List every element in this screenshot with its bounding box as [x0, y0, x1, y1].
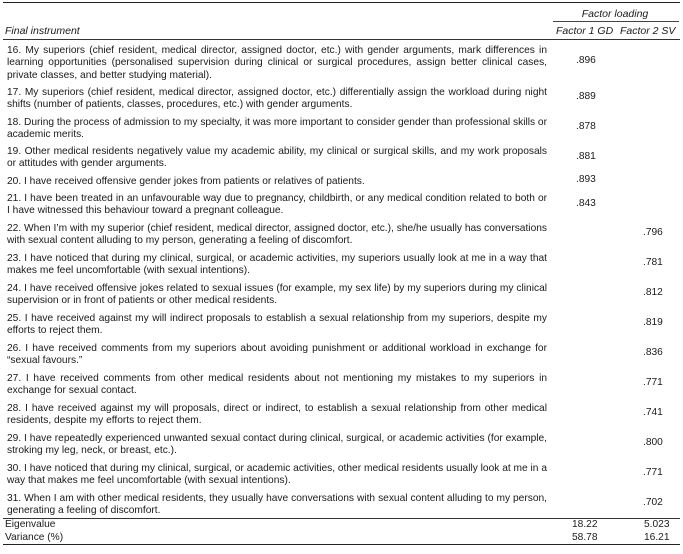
table-row [3, 248, 680, 278]
factor2-loading: .781 [643, 257, 663, 268]
item-text: 16. My superiors (chief resident, medical director, assigned doctor, etc.) with gender arguments, mark differences in learning opportunities (personalised supervision during clinical or surgical procedures, assign better clinical cases, private classes, and better studying material). [7, 45, 547, 81]
table-row [3, 368, 680, 398]
col-header-factor2: Factor 2 SV [620, 25, 676, 37]
item-text: 23. I have noticed that during my clinical, surgical, or academic activities, my superiors usually look at me in a way that makes me feel uncomfortable (with sexual intentions). [7, 253, 547, 277]
factor2-loading: .800 [643, 437, 663, 448]
factor2-loading: .741 [643, 407, 663, 418]
table-row [3, 171, 680, 189]
item-text: 18. During the process of admission to my specialty, it was more important to consider gender than professional skills or academic merits. [7, 117, 547, 141]
table-row [3, 398, 680, 428]
table-row [3, 278, 680, 308]
footer-label: Eigenvalue [5, 519, 56, 530]
item-text: 27. I have received comments from other medical residents about not mentioning my mistakes to my superiors in exchange for sexual contact. [7, 373, 547, 397]
table-row [3, 218, 680, 248]
factor2-loading: .771 [643, 467, 663, 478]
footer-factor1-value: 18.22 [572, 519, 598, 530]
table-row [3, 142, 680, 171]
eigenvalue-row [3, 519, 680, 532]
table-header-columns [3, 22, 680, 40]
factor-loading-title: Factor loading [581, 8, 649, 20]
table-row [3, 112, 680, 142]
factor1-loading: .889 [576, 91, 596, 102]
factor1-loading: .843 [576, 197, 596, 209]
table-row [3, 488, 680, 518]
table-row [3, 428, 680, 458]
table-row [3, 338, 680, 368]
factor2-loading: .819 [643, 317, 663, 328]
factor1-loading: .878 [576, 121, 596, 132]
factor2-loading: .771 [643, 377, 663, 388]
factor2-loading: .836 [643, 347, 663, 358]
table-header-group [3, 3, 680, 22]
table-row [3, 458, 680, 488]
col-header-instrument: Final instrument [5, 25, 80, 37]
table-row [3, 40, 680, 82]
item-text: 31. When I am with other medical residents, they usually have conversations with sexual content alluding to my person, generating a feeling of discomfort. [7, 493, 547, 517]
item-text: 24. I have received offensive jokes related to sexual issues (for example, my sex life) by my superiors during my clinical supervision or in front of patients or other medical residents. [7, 283, 547, 307]
factor1-loading: .893 [576, 174, 596, 185]
item-text: 26. I have received comments from my superiors about avoiding punishment or additional workload in exchange for “sexual favours.” [7, 343, 547, 367]
table-row [3, 82, 680, 112]
item-text: 22. When I’m with my superior (chief resident, medical director, assigned doctor, etc.), she/he usually has conversations with sexual content alluding to my person, generating a feeling of discomfort. [7, 223, 547, 247]
item-text: 30. I have noticed that during my clinical, surgical, or academic activities, other medical residents usually look at me in a way that makes me feel uncomfortable (with sexual intentions). [7, 463, 547, 487]
item-text: 25. I have received against my will indirect proposals to establish a sexual relationship from my superiors, despite my efforts to reject them. [7, 313, 547, 337]
footer-label: Variance (%) [5, 531, 64, 543]
factor2-loading: .796 [643, 227, 663, 238]
table-row [3, 189, 680, 218]
table-footer [3, 519, 680, 545]
col-header-factor1: Factor 1 GD [556, 25, 614, 37]
factor2-loading: .812 [643, 287, 663, 298]
footer-factor2-value: 16.21 [644, 531, 670, 543]
factor1-loading: .881 [576, 150, 596, 162]
item-text: 21. I have been treated in an unfavourable way due to pregnancy, childbirth, or any medical condition related to both or I have witnessed this behaviour toward a pregnant colleague. [7, 193, 547, 217]
factor-loading-table [3, 2, 680, 545]
item-text: 20. I have received offensive gender jokes from patients or relatives of patients. [7, 176, 365, 187]
factor2-loading: .702 [643, 497, 663, 508]
factor1-loading: .896 [576, 55, 596, 66]
table-row [3, 308, 680, 338]
variance-row [3, 532, 680, 545]
item-text: 19. Other medical residents negatively value my academic ability, my clinical or surgical skills, and my work proposals or attitudes with gender arguments. [7, 146, 547, 170]
footer-factor1-value: 58.78 [572, 531, 598, 543]
item-text: 17. My superiors (chief resident, medical director, assigned doctor, etc.) differentially assign the workload during night shifts (number of patients, classes, procedures, etc.) with gender arguments. [7, 87, 547, 111]
item-text: 28. I have received against my will proposals, direct or indirect, to establish a sexual relationship from other medical residents, despite my efforts to reject them. [7, 403, 547, 427]
footer-factor2-value: 5.023 [644, 519, 670, 530]
item-text: 29. I have repeatedly experienced unwanted sexual contact during clinical, surgical, or academic activities (for example, stroking my leg, neck, or breast, etc.). [7, 433, 547, 457]
table-body [3, 40, 680, 518]
